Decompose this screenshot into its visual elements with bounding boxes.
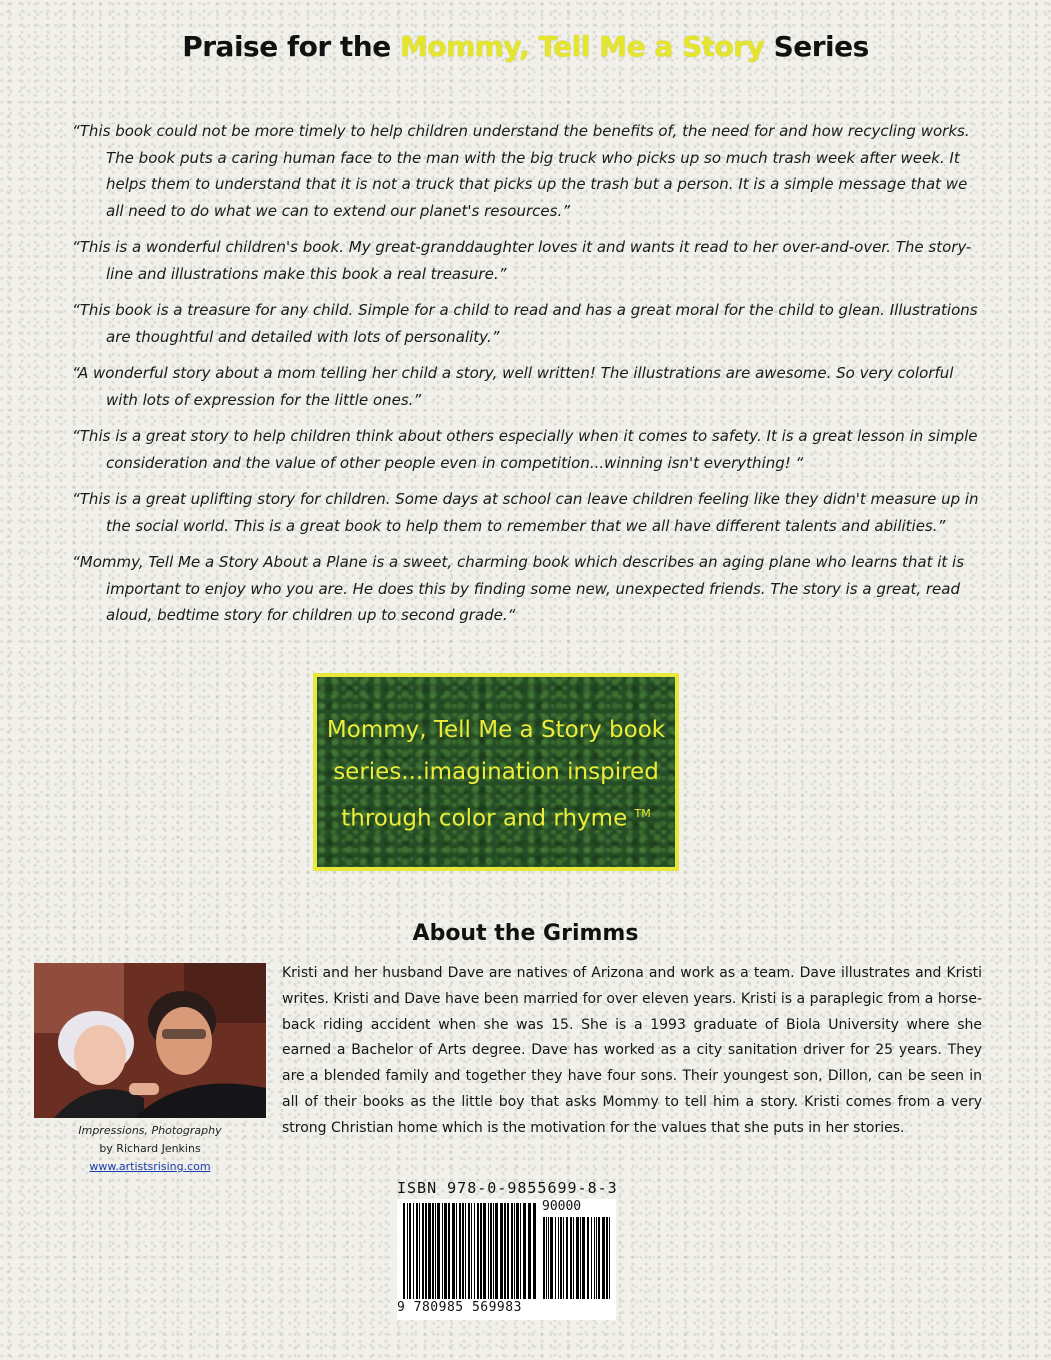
price-addon-number: 90000 bbox=[542, 1199, 582, 1214]
title-prefix: Praise for the bbox=[182, 30, 391, 63]
barcode-addon-bar bbox=[546, 1217, 547, 1299]
barcode-bar bbox=[500, 1203, 503, 1299]
barcode-addon-bar bbox=[587, 1217, 589, 1299]
quote-7: “Mommy, Tell Me a Story About a Plane is a sweet, charming book which describes an aging plane who learns that it is important to enjoy who you are. He does this by finding some new, unexpected friends. The story is a great, read aloud, bedtime story for children up to second grade.“ bbox=[72, 553, 965, 624]
barcode-bar bbox=[507, 1203, 509, 1299]
barcode-bar bbox=[477, 1203, 479, 1299]
author-photo bbox=[34, 963, 266, 1118]
promo-text: Mommy, Tell Me a Story book series...imagination inspired through color and rhyme bbox=[326, 716, 666, 832]
praise-quotes bbox=[72, 118, 984, 639]
title-series-name: Mommy, Tell Me a Story bbox=[399, 30, 765, 63]
barcode-bar bbox=[495, 1203, 498, 1299]
quote-4: “A wonderful story about a mom telling her child a story, well written! The illustrations are awesome. So very colorful with lots of expression for the little ones.” bbox=[72, 364, 954, 409]
barcode-bar bbox=[435, 1203, 436, 1299]
barcode-bar bbox=[516, 1203, 519, 1299]
barcode-bar bbox=[462, 1203, 464, 1299]
barcode-addon-bar bbox=[609, 1217, 610, 1299]
barcode-bar bbox=[480, 1203, 482, 1299]
barcode-addon-bar bbox=[580, 1217, 581, 1299]
barcode-bar bbox=[483, 1203, 486, 1299]
author-photo-image bbox=[34, 963, 266, 1118]
series-promo-box bbox=[313, 673, 679, 871]
barcode-bar bbox=[528, 1203, 531, 1299]
barcode-bar bbox=[452, 1203, 455, 1299]
barcode-bar bbox=[419, 1203, 420, 1299]
barcode-bar bbox=[409, 1203, 411, 1299]
barcode-bar bbox=[533, 1203, 536, 1299]
barcode-bar bbox=[490, 1203, 492, 1299]
photo-caption bbox=[34, 1122, 266, 1176]
barcode-bar bbox=[422, 1203, 424, 1299]
barcode-bar bbox=[456, 1203, 457, 1299]
promo-text-block bbox=[317, 709, 675, 840]
ean-number: 9 780985 569983 bbox=[397, 1300, 522, 1315]
barcode-bar bbox=[523, 1203, 526, 1299]
barcode-bar bbox=[459, 1203, 461, 1299]
barcode-addon-bar bbox=[606, 1217, 608, 1299]
barcode-bar bbox=[442, 1203, 443, 1299]
title-suffix: Series bbox=[773, 30, 869, 63]
trademark-mark: TM bbox=[634, 806, 651, 820]
barcode-addon-bar bbox=[598, 1217, 600, 1299]
barcode-bar bbox=[511, 1203, 513, 1299]
barcode-addon-bar bbox=[543, 1217, 545, 1299]
barcode-bar bbox=[432, 1203, 434, 1299]
barcode-bar bbox=[471, 1203, 472, 1299]
quote-1: “This book could not be more timely to help children understand the benefits of, the need for and how recycling works. The book puts a caring human face to the man with the big truck who picks up so much trash week after week. It helps them to understand that it is not a truck that picks up the trash but a person. It is a simple message that we all need to do what we can to extend our planet's resources.” bbox=[72, 122, 970, 220]
barcode-addon-bar bbox=[591, 1217, 592, 1299]
barcode-bar bbox=[403, 1203, 405, 1299]
barcode-bar bbox=[448, 1203, 450, 1299]
about-text: Kristi and her husband Dave are natives of Arizona and work as a team. Dave illustrates and Kristi writes. Kristi and Dave have been married for over eleven years. Kristi is a paraplegic from a horse-back riding accident when she was 15. She is a 1993 graduate of Biola University where she earned a Bachelor of Arts degree. Dave has worked as a city sanitation driver for 25 years. They are a blended family and together they have four sons. Their youngest son, Dillon, can be seen in all of their books as the little boy that asks Mommy to tell him a story. Kristi comes from a very strong Christian home which is the motivation for the values that she puts in her stories. bbox=[282, 965, 982, 1136]
quote-5: “This is a great story to help children think about others especially when it comes to safety. It is a great lesson in simple consideration and the value of other people even in competition...winning isn't everything! “ bbox=[72, 427, 978, 472]
barcode-addon-bar bbox=[594, 1217, 595, 1299]
page-title bbox=[0, 30, 1051, 63]
barcode-bar bbox=[514, 1203, 515, 1299]
barcode-bar bbox=[425, 1203, 427, 1299]
about-heading: About the Grimms bbox=[412, 921, 639, 946]
barcode bbox=[397, 1199, 616, 1320]
barcode-bar bbox=[465, 1203, 466, 1299]
barcode-bar bbox=[413, 1203, 414, 1299]
barcode-bar bbox=[437, 1203, 440, 1299]
barcode-addon-bar bbox=[570, 1217, 572, 1299]
barcode-bar bbox=[407, 1203, 408, 1299]
barcode-addon-bar bbox=[560, 1217, 562, 1299]
barcode-bar bbox=[493, 1203, 494, 1299]
barcode-addon-bar bbox=[548, 1217, 549, 1299]
barcode-addon-bar bbox=[596, 1217, 597, 1299]
barcode-bar bbox=[416, 1203, 418, 1299]
barcode-addon-bar bbox=[602, 1217, 605, 1299]
quote-3: “This book is a treasure for any child. Simple for a child to read and has a great moral for the child to glean. Illustrations are thoughtful and detailed with lots of personality.” bbox=[72, 301, 978, 346]
barcode-addon-bar bbox=[555, 1217, 556, 1299]
barcode-addon-bar bbox=[573, 1217, 574, 1299]
barcode-bar bbox=[468, 1203, 470, 1299]
quote-2: “This is a wonderful children's book. My great-granddaughter loves it and wants it read to her over-and-over. The story-line and illustrations make this book a real treasure.” bbox=[72, 238, 972, 283]
barcode-addon-bar bbox=[550, 1217, 553, 1299]
quote-6: “This is a great uplifting story for children. Some days at school can leave children feeling like they didn't measure up in the social world. This is a great book to help them to remember that we all have different talents and abilities.” bbox=[72, 490, 979, 535]
photographer-website-link[interactable]: www.artistsrising.com bbox=[89, 1160, 211, 1173]
barcode-addon-bar bbox=[558, 1217, 559, 1299]
barcode-bar bbox=[520, 1203, 521, 1299]
barcode-addon-bar bbox=[566, 1217, 568, 1299]
barcode-addon-bar bbox=[576, 1217, 579, 1299]
caption-photographer: by Richard Jenkins bbox=[99, 1142, 201, 1155]
barcode-bar bbox=[444, 1203, 447, 1299]
barcode-addon-bar bbox=[582, 1217, 585, 1299]
isbn-label: ISBN 978-0-9855699-8-3 bbox=[397, 1179, 618, 1197]
barcode-bar bbox=[474, 1203, 475, 1299]
caption-studio: Impressions, Photography bbox=[78, 1124, 222, 1137]
barcode-bar bbox=[504, 1203, 506, 1299]
barcode-bar bbox=[488, 1203, 489, 1299]
barcode-addon-bar bbox=[563, 1217, 564, 1299]
barcode-bar bbox=[428, 1203, 431, 1299]
